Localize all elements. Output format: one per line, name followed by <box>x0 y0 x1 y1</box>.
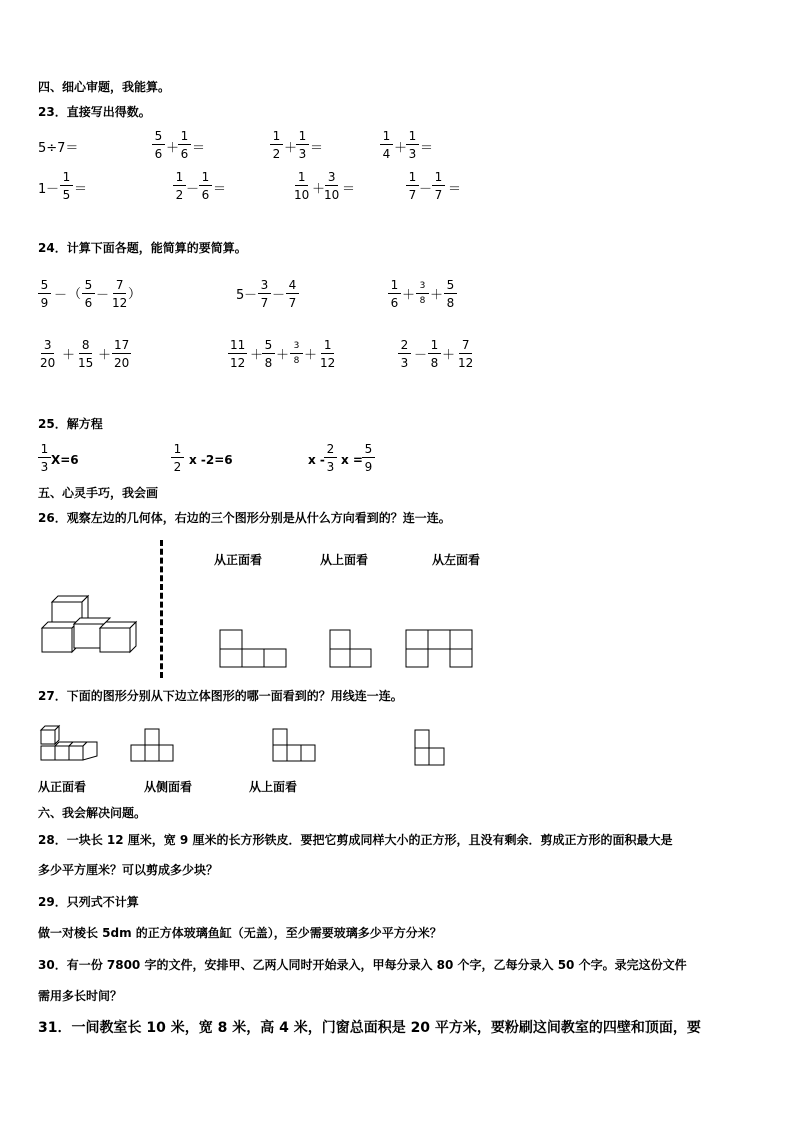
q24-e4-frac-b: $\frac{8}{15}$ <box>78 338 94 370</box>
minus-sign: － <box>96 288 110 303</box>
section6-title: 六、我会解决问题。 <box>38 806 147 820</box>
minus-sign: － <box>244 288 258 303</box>
q23-r1-frac-a: $\frac{5}{6}$ <box>152 130 165 160</box>
q25-eq1-frac: $\frac{1}{3}$ <box>38 443 51 473</box>
q25-eq2-rest: x -2=6 <box>189 453 233 467</box>
q24-e1-frac-b: $\frac{5}{6}$ <box>82 279 95 309</box>
q23-r2-frac-c: $\frac{1}{6}$ <box>199 171 212 201</box>
q24-e1-frac-c: $\frac{7}{12}$ <box>112 278 128 310</box>
minus-sign: － <box>54 288 68 303</box>
q24-e5-frac-d: $\frac{1}{12}$ <box>320 338 336 370</box>
q24-e3-frac-b: $\frac{3}{8}$ <box>416 282 429 306</box>
plus-sign: ＋ <box>402 288 416 303</box>
right-paren: ） <box>128 287 142 302</box>
plus-sign: ＋ <box>62 348 76 363</box>
equals-sign: ＝ <box>74 182 88 197</box>
q24-e4-frac-a: $\frac{3}{20}$ <box>40 338 56 370</box>
q27-view-3 <box>414 729 448 771</box>
q24-e5-frac-a: $\frac{11}{12}$ <box>230 338 246 370</box>
q23-r2-one: 1 <box>38 182 47 197</box>
minus-sign: － <box>186 182 200 197</box>
q24-e5-frac-c: $\frac{3}{8}$ <box>290 342 303 366</box>
plus-sign: ＋ <box>166 141 180 156</box>
q23-r1-frac-c: $\frac{1}{2}$ <box>270 130 283 160</box>
q25-eq3-mid: x = <box>341 453 363 467</box>
q23-r2-frac-e: $\frac{3}{10}$ <box>324 170 340 202</box>
q26-solid-figure <box>40 594 150 664</box>
q27-title: 27．下面的图形分别从下边立体图形的哪一面看到的？用线连一连。 <box>38 689 403 703</box>
equals-sign: ＝ <box>310 141 324 156</box>
q27-view-2 <box>272 728 322 764</box>
q25-eq3-x: x - <box>308 453 325 467</box>
q23-r2-frac-a: $\frac{1}{5}$ <box>60 171 73 201</box>
q23-title: 23．直接写出得数。 <box>38 105 151 119</box>
q23-r2-frac-d: $\frac{1}{10}$ <box>294 170 310 202</box>
equals-sign: ＝ <box>420 141 434 156</box>
q30-line2: 需用多长时间？ <box>38 989 123 1003</box>
q24-e6-frac-a: $\frac{2}{3}$ <box>398 339 411 369</box>
equals-sign: ＝ <box>192 141 206 156</box>
q25-eq3-frac: $\frac{2}{3}$ <box>324 443 337 473</box>
plus-sign: ＋ <box>276 348 290 363</box>
q25-title: 25．解方程 <box>38 417 103 431</box>
q24-e5-frac-b: $\frac{5}{8}$ <box>262 339 275 369</box>
plus-sign: ＋ <box>98 348 112 363</box>
q24-title: 24．计算下面各题，能简算的要简算。 <box>38 241 247 255</box>
q24-e6-frac-c: $\frac{7}{12}$ <box>458 338 474 370</box>
section4-title: 四、细心审题，我能算。 <box>38 80 171 94</box>
q25-eq2-frac: $\frac{1}{2}$ <box>171 443 184 473</box>
q24-e2-frac-b: $\frac{4}{7}$ <box>286 279 299 309</box>
minus-sign: － <box>414 348 428 363</box>
equals-sign: ＝ <box>342 182 356 197</box>
q26-view-grid-3 <box>405 629 475 669</box>
q27-label-top: 从上面看 <box>249 780 298 794</box>
q30-line1: 30．有一份 7800 字的文件，安排甲、乙两人同时开始录入，甲每分录入 80 个字，乙每分录入 50 个字。录完这份文件 <box>38 958 687 972</box>
q23-r1-a: 5÷7＝ <box>38 141 79 156</box>
q24-e6-frac-b: $\frac{1}{8}$ <box>428 339 441 369</box>
q25-eq1-rest: X=6 <box>51 453 79 467</box>
plus-sign: ＋ <box>442 348 456 363</box>
plus-sign: ＋ <box>284 141 298 156</box>
q26-label-front: 从正面看 <box>214 553 263 567</box>
q23-r1-frac-d: $\frac{1}{3}$ <box>296 130 309 160</box>
q31-line1: 31．一间教室长 10 米，宽 8 米，高 4 米，门窗总面积是 20 平方米，要粉刷这间教室的四壁和顶面，要 <box>38 1020 701 1036</box>
dashed-divider <box>160 540 163 678</box>
equals-sign: ＝ <box>448 182 462 197</box>
q23-r1-frac-f: $\frac{1}{3}$ <box>406 130 419 160</box>
q23-r2-frac-f: $\frac{1}{7}$ <box>406 171 419 201</box>
section5-title: 五、心灵手巧，我会画 <box>38 486 159 500</box>
minus-sign: － <box>272 288 286 303</box>
q28-line1: 28．一块长 12 厘米，宽 9 厘米的长方形铁皮．要把它剪成同样大小的正方形，且没有剩余．剪成正方形的面积最大是 <box>38 833 673 847</box>
q26-title: 26．观察左边的几何体，右边的三个图形分别是从什么方向看到的？连一连。 <box>38 511 451 525</box>
q23-r2-frac-b: $\frac{1}{2}$ <box>173 171 186 201</box>
q29-line2: 做一对棱长 5dm 的正方体玻璃鱼缸（无盖），至少需要玻璃多少平方分米？ <box>38 926 442 940</box>
q26-view-grid-2 <box>329 629 379 669</box>
q26-view-grid-1 <box>219 629 289 669</box>
q23-r1-frac-b: $\frac{1}{6}$ <box>178 130 191 160</box>
q27-label-front: 从正面看 <box>38 780 87 794</box>
equals-sign: ＝ <box>213 182 227 197</box>
q27-label-side: 从侧面看 <box>144 780 193 794</box>
q25-eq3-rhs-frac: $\frac{5}{9}$ <box>362 443 375 473</box>
q28-line2: 多少平方厘米？可以剪成多少块？ <box>38 863 219 877</box>
left-paren: （ <box>68 287 82 302</box>
q24-e3-frac-c: $\frac{5}{8}$ <box>444 279 457 309</box>
minus-sign: － <box>46 182 60 197</box>
plus-sign: ＋ <box>430 288 444 303</box>
plus-sign: ＋ <box>394 141 408 156</box>
q24-e3-frac-a: $\frac{1}{6}$ <box>388 279 401 309</box>
q23-r2-frac-g: $\frac{1}{7}$ <box>432 171 445 201</box>
plus-sign: ＋ <box>312 182 326 197</box>
q24-e4-frac-c: $\frac{17}{20}$ <box>114 338 130 370</box>
plus-sign: ＋ <box>250 348 264 363</box>
q29-line1: 29．只列式不计算 <box>38 895 139 909</box>
q27-view-1 <box>130 728 176 764</box>
q24-e1-frac-a: $\frac{5}{9}$ <box>38 279 51 309</box>
plus-sign: ＋ <box>304 348 318 363</box>
q24-e2-frac-a: $\frac{3}{7}$ <box>258 279 271 309</box>
q27-solid-figure <box>38 722 100 764</box>
q23-r1-frac-e: $\frac{1}{4}$ <box>380 130 393 160</box>
minus-sign: － <box>419 182 433 197</box>
q26-label-top: 从上面看 <box>320 553 369 567</box>
q24-e2-lead: 5 <box>236 288 245 303</box>
q26-label-left: 从左面看 <box>432 553 481 567</box>
